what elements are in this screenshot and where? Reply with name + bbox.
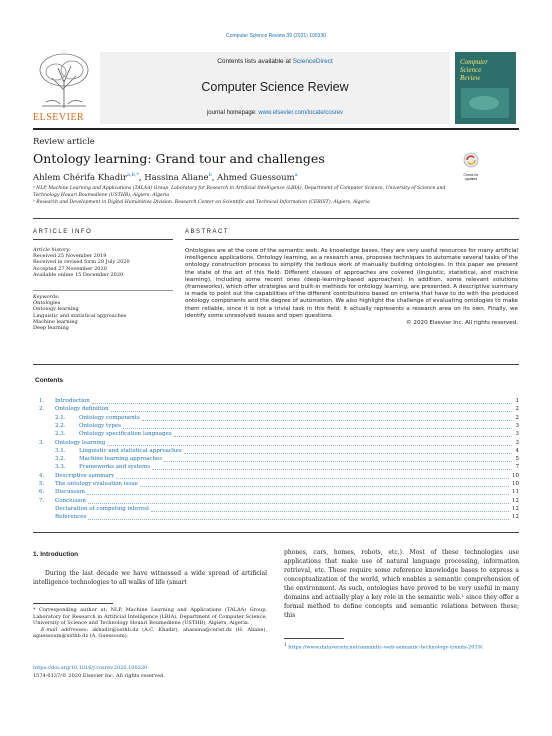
toc-entry-number: 4. [39, 472, 45, 479]
check-for-updates-badge[interactable] [459, 151, 483, 181]
toc-entry-page: 12 [512, 514, 519, 521]
toc-entry-number: 6. [39, 489, 45, 496]
abstract-body [185, 248, 518, 327]
journal-homepage-line [100, 110, 450, 116]
footnote-number: 1 [284, 642, 287, 647]
journal-masthead [100, 52, 450, 124]
section-rule [33, 218, 519, 219]
author-2[interactable] [144, 173, 212, 183]
toc-entry[interactable] [33, 463, 519, 471]
corresponding-author-footnote [33, 607, 267, 640]
abstract-heading: ABSTRACT [185, 229, 230, 235]
toc-entry-title[interactable]: Ontology components [79, 414, 140, 421]
available-prefix: Contents lists available at [217, 58, 293, 65]
history-received: Received 25 November 2019 [33, 253, 107, 260]
author-3-name: Ahmed Guessoum [217, 172, 295, 183]
toc-entry-number: 3.2. [55, 456, 66, 463]
toc-entry-title[interactable]: References [55, 514, 87, 521]
toc-leader-dots [116, 473, 509, 479]
toc-entry[interactable] [33, 472, 519, 480]
toc-leader-dots [92, 398, 512, 404]
toc-leader-dots [184, 448, 512, 454]
toc-entry[interactable] [33, 405, 519, 413]
author-1[interactable] [33, 173, 139, 183]
contents-bottom-rule [33, 532, 519, 533]
keyword-item: Deep learning [33, 325, 69, 332]
toc-entry-title[interactable]: Frameworks and systems [79, 464, 151, 471]
toc-entry[interactable] [33, 422, 519, 430]
toc-leader-dots [123, 423, 512, 429]
toc-entry[interactable] [33, 439, 519, 447]
abstract-text: Ontologies are at the core of the semantic web. As knowledge bases, they are very useful resources for many artificial intelligence applications. Ontology learning, as a research area, proposes techniques to automate several tasks of the ontology construction process to simplify the tedious work of manually building ontologies. In this paper we present the state of the art of this field. Different classes of approaches are covered (linguistic, statistical, and machine learning), including some recent ones (deep-learning-based approaches). In addition, some relevant solutions (frameworks), which offer strategies and built-in methods for ontology learning, are presented. A descriptive summary is made to point out the capabilities of the different contributions based on criteria that have to do with the produced ontology components and the degree of automation. We also highlight the challenge of evaluating ontologies to make them reliable, since it is not a trivial task in this field; it actually represents a research area on its own. Finally, we identify some unresolved issues and open questions. [185, 248, 518, 319]
toc-entry-number: 2.2. [55, 422, 66, 429]
toc-entry-title[interactable]: Ontology learning [55, 439, 106, 446]
toc-entry-number: 2. [39, 406, 45, 413]
toc-entry-number: 3.3. [55, 464, 66, 471]
introduction-heading: 1. Introduction [33, 551, 79, 558]
toc-entry-page: 3 [515, 422, 519, 429]
toc-entry[interactable] [33, 455, 519, 463]
toc-entry-page: 11 [512, 489, 519, 496]
toc-leader-dots [152, 464, 512, 470]
introduction-paragraph-left: During the last decade we have witnessed a wide spread of artificial intelligence technologies to all walks of life (smart [33, 570, 267, 586]
keywords [33, 294, 178, 331]
history-accepted: Accepted 27 November 2020 [33, 265, 107, 272]
toc-entry[interactable] [33, 447, 519, 455]
url-footnote [284, 642, 519, 651]
author-1-affil[interactable]: a,b,* [126, 172, 139, 178]
toc-entry-title[interactable]: Machine learning approaches [79, 456, 163, 463]
contents-available-line [100, 58, 450, 65]
toc-entry-page: 1 [515, 398, 519, 404]
keywords-label: Keywords: [33, 294, 60, 300]
journal-cover-thumbnail [455, 52, 516, 124]
toc-entry-title[interactable]: Ontology definition [55, 406, 109, 413]
toc-entry[interactable] [33, 488, 519, 496]
article-type: Review article [33, 137, 95, 147]
toc-entry-page: 5 [515, 456, 519, 463]
toc-entry-page: 10 [512, 472, 519, 479]
toc-entry-number: 5. [39, 481, 45, 487]
toc-leader-dots [164, 456, 512, 462]
email-addresses[interactable]: akhadir@usthb.dz (A.C. Khadir), ahassina@cerist.dz (H. Aliane), aguessoum@usthb.dz (A. Guessoum). [33, 626, 267, 639]
toc-entry-number: 3. [39, 439, 45, 446]
toc-leader-dots [88, 498, 509, 504]
toc-entry-page: 2 [515, 414, 519, 421]
toc-entry-page: 3 [515, 439, 519, 446]
toc-entry-title[interactable]: Descriptive summary [55, 472, 115, 479]
toc-entry[interactable] [33, 497, 519, 505]
affiliation-a: ᵃ NLP, Machine Learning and Applications (TALAA) Group, Laboratory for Research in Artificial Intelligence (LRIA), Department of Computer Science, University of Science and Technology Houari Boumediene (USTHB), Algiers, Algeria [33, 186, 446, 198]
journal-citation[interactable]: Computer Science Review 39 (2021) 100330 [226, 33, 326, 39]
toc-entry[interactable] [33, 505, 519, 513]
author-1-name: Ahlem Chérifa Khadir [33, 172, 127, 183]
affiliation-b: ᵇ Research and Development in Digital Humanities Division, Research Center on Scientific and Technical Information (CERIST), Algiers, Algeria [33, 199, 370, 205]
contents-heading: Contents [35, 377, 64, 384]
author-3-affil[interactable]: a [294, 172, 298, 178]
toc-leader-dots [107, 440, 512, 446]
homepage-prefix: journal homepage: [206, 110, 259, 116]
affiliations [33, 186, 473, 206]
introduction-paragraph-right: phones, cars, homes, robots, etc.). Most of these technologies use applications that make use of natural language processing, information retrieval, etc. These require some reference knowledge bases to express a conceptualization of the world, which enables a semantic comprehension of the environment. As such, ontologies have proved to be very useful in many domains and actually play a key role in the semantic web.¹ since they offer a formal method to define concepts and semantic relations between these; this [284, 549, 519, 619]
doi-link[interactable]: https://doi.org/10.1016/j.cosrev.2020.100330 [33, 665, 148, 671]
toc-entry-number: 1. [39, 398, 45, 404]
issn-copyright: 1574-0137/© 2020 Elsevier Inc. All rights reserved. [33, 673, 165, 679]
history-online: Available online 15 December 2020 [33, 271, 124, 278]
toc-leader-dots [174, 431, 512, 437]
toc-leader-dots [142, 415, 512, 421]
toc-entry-page: 12 [512, 505, 519, 512]
email-label: E-mail addresses: [41, 626, 89, 633]
author-list: Ahlem Chérifa Khadir$^{a,b,*}$, Hassina Aliane$^b$, Ahmed Guessoum$^a$ [33, 172, 298, 183]
toc-entry-page: 12 [512, 497, 519, 504]
keyword-item: Ontology learning [33, 306, 79, 313]
toc-entry[interactable] [33, 513, 519, 521]
sciencedirect-link[interactable]: ScienceDirect [292, 58, 333, 65]
toc-entry-page: 3 [515, 431, 519, 438]
cover-title-line-1: Computer [460, 58, 488, 66]
toc-leader-dots [111, 406, 512, 412]
toc-entry-title[interactable]: Declaration of competing interest [55, 505, 150, 512]
toc-entry-number: 2.3. [55, 431, 66, 438]
toc-entry-title[interactable]: Introduction [55, 398, 90, 404]
cover-title-line-2: Science [460, 66, 482, 74]
toc-leader-dots [87, 489, 509, 495]
toc-entry-page: 7 [515, 464, 519, 471]
abstract-rule [185, 239, 519, 240]
author-3[interactable] [217, 173, 298, 183]
toc-leader-dots [88, 514, 509, 520]
article-title: Ontology learning: Grand tour and challenges [33, 151, 325, 166]
toc-entry[interactable] [33, 414, 519, 422]
toc-entry-page: 10 [512, 481, 519, 487]
history-revised: Received in revised form 28 July 2020 [33, 259, 130, 266]
toc-entry-page: 4 [515, 447, 519, 454]
article-info-rule [33, 239, 173, 240]
history-label: Article history: [33, 247, 71, 253]
toc-leader-dots [140, 481, 509, 487]
abstract-copyright: © 2020 Elsevier Inc. All rights reserved. [406, 320, 518, 327]
author-2-affil[interactable]: b [208, 172, 212, 178]
footnote-rule [33, 603, 113, 604]
keyword-item: Linguistic and statistical approaches [33, 312, 127, 319]
toc-entry-title[interactable]: Discussion [55, 489, 85, 496]
footnote-url-link[interactable]: https://www.dataversity.net/semantic-web-semantic-technology-trends-2019/. [288, 644, 485, 651]
corresponding-author-text: * Corresponding author at: NLP, Machine Learning and Applications (TALAA) Group, Laboratory for Research in Artificial Intelligence (LRIA), Department of Computer Science, University of Science and Technology Houari Boumediene (USTHB), Algiers, Algeria. [33, 607, 267, 626]
keyword-item: Ontologies [33, 300, 61, 307]
keyword-item: Machine learning [33, 318, 78, 325]
toc-entry[interactable] [33, 430, 519, 438]
toc-leader-dots [151, 506, 509, 512]
footnote-rule-right [284, 638, 344, 639]
toc-entry-title[interactable]: Ontology types [79, 422, 121, 429]
toc-entry-number: 7. [39, 497, 45, 504]
journal-title: Computer Science Review [201, 80, 349, 94]
author-2-name: Hassina Aliane [144, 172, 209, 183]
check-for-updates-label: Check for updates [463, 173, 479, 181]
toc-entry-title[interactable]: Ontology specification languages [79, 431, 172, 438]
article-info-heading: ARTICLE INFO [33, 229, 93, 235]
keywords-rule [33, 290, 173, 291]
toc-entry[interactable] [33, 397, 519, 405]
contents-top-rule [33, 364, 519, 365]
toc-entry-number: 2.1. [55, 414, 66, 421]
header-rule [33, 128, 519, 130]
toc-entry-number: 3.1. [55, 447, 66, 454]
article-history [33, 247, 178, 278]
toc-entry-title[interactable]: Linguistic and statistical approaches [79, 447, 182, 454]
toc-entry-title[interactable]: The ontology evaluation issue [55, 481, 139, 487]
toc-entry-page: 2 [515, 406, 519, 413]
homepage-link[interactable]: www.elsevier.com/locate/cosrev [258, 110, 344, 116]
publisher-wordmark: ELSEVIER [33, 112, 85, 123]
cover-title-line-3: Review [460, 74, 481, 82]
toc-entry[interactable] [33, 480, 519, 488]
toc-entry-title[interactable]: Conclusion [55, 497, 86, 504]
